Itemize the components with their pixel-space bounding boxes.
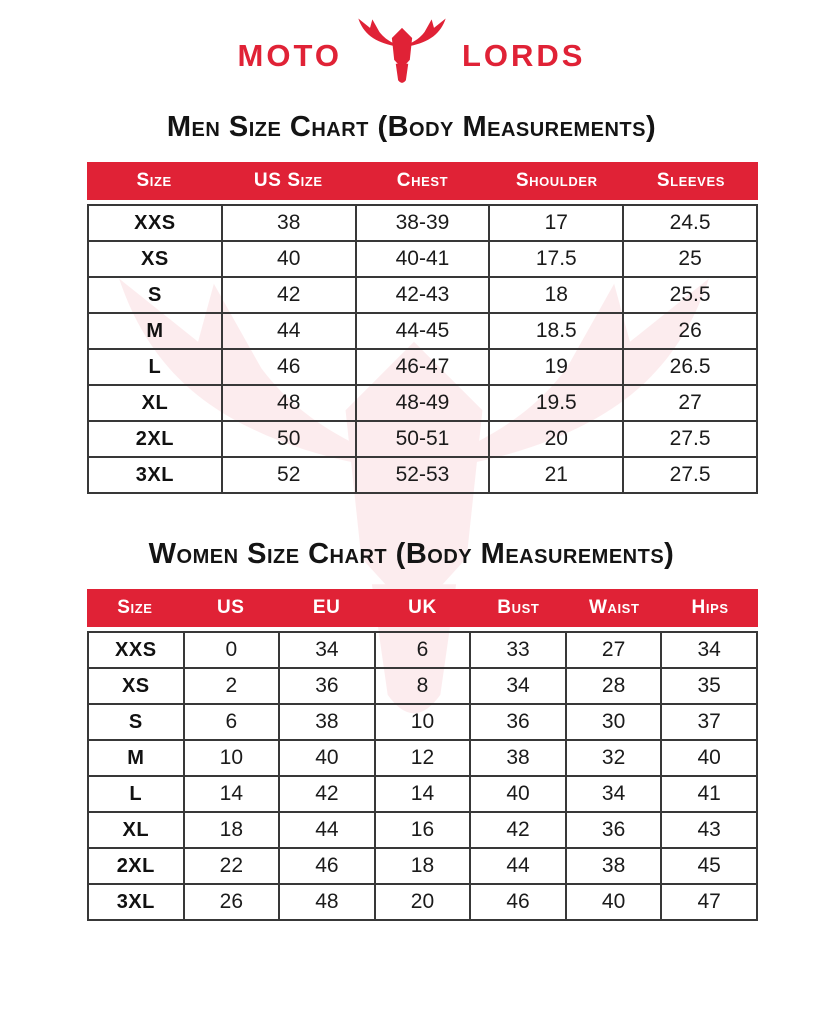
value-cell: 26 — [623, 313, 757, 349]
column-header: Bust — [497, 597, 540, 618]
size-label-cell: 3XL — [88, 457, 222, 493]
value-cell: 0 — [184, 632, 280, 668]
value-cell: 14 — [375, 776, 471, 812]
men-table-header-row — [87, 162, 758, 200]
table-row — [88, 632, 757, 668]
value-cell: 25 — [623, 241, 757, 277]
value-cell: 45 — [661, 848, 757, 884]
value-cell: 19 — [489, 349, 623, 385]
value-cell: 37 — [661, 704, 757, 740]
logo-text-lords: LORDS — [461, 38, 586, 73]
value-cell: 40 — [470, 776, 566, 812]
women-table-body — [87, 631, 758, 921]
value-cell: 26 — [184, 884, 280, 920]
men-size-table — [87, 162, 758, 494]
column-header: UK — [408, 597, 437, 618]
value-cell: 28 — [566, 668, 662, 704]
value-cell: 52 — [222, 457, 356, 493]
value-cell: 32 — [566, 740, 662, 776]
value-cell: 20 — [375, 884, 471, 920]
value-cell: 44 — [279, 812, 375, 848]
value-cell: 16 — [375, 812, 471, 848]
size-label-cell: M — [88, 740, 184, 776]
value-cell: 36 — [566, 812, 662, 848]
value-cell: 27 — [566, 632, 662, 668]
column-header: US — [216, 597, 245, 618]
value-cell: 24.5 — [623, 205, 757, 241]
size-label-cell: XL — [88, 812, 184, 848]
value-cell: 50-51 — [356, 421, 490, 457]
value-cell: 46 — [470, 884, 566, 920]
value-cell: 10 — [375, 704, 471, 740]
value-cell: 44 — [470, 848, 566, 884]
value-cell: 14 — [184, 776, 280, 812]
value-cell: 2 — [184, 668, 280, 704]
size-label-cell: 2XL — [88, 848, 184, 884]
value-cell: 12 — [375, 740, 471, 776]
size-label-cell: L — [88, 349, 222, 385]
table-row — [88, 349, 757, 385]
value-cell: 40-41 — [356, 241, 490, 277]
value-cell: 18 — [375, 848, 471, 884]
column-header: US Size — [253, 170, 323, 191]
table-row — [88, 704, 757, 740]
size-label-cell: S — [88, 277, 222, 313]
table-row — [88, 776, 757, 812]
value-cell: 40 — [279, 740, 375, 776]
table-row — [88, 421, 757, 457]
value-cell: 18 — [184, 812, 280, 848]
value-cell: 42 — [279, 776, 375, 812]
value-cell: 27.5 — [623, 457, 757, 493]
value-cell: 30 — [566, 704, 662, 740]
value-cell: 17 — [489, 205, 623, 241]
table-row — [88, 313, 757, 349]
value-cell: 34 — [470, 668, 566, 704]
value-cell: 41 — [661, 776, 757, 812]
value-cell: 8 — [375, 668, 471, 704]
value-cell: 34 — [279, 632, 375, 668]
size-label-cell: XXS — [88, 632, 184, 668]
value-cell: 48-49 — [356, 385, 490, 421]
value-cell: 46 — [279, 848, 375, 884]
value-cell: 36 — [470, 704, 566, 740]
table-row — [88, 740, 757, 776]
size-label-cell: 3XL — [88, 884, 184, 920]
value-cell: 38 — [222, 205, 356, 241]
column-header: Waist — [588, 597, 640, 618]
value-cell: 21 — [489, 457, 623, 493]
value-cell: 25.5 — [623, 277, 757, 313]
value-cell: 40 — [661, 740, 757, 776]
size-label-cell: XS — [88, 668, 184, 704]
value-cell: 36 — [279, 668, 375, 704]
brand-logo — [0, 0, 823, 95]
size-label-cell: XXS — [88, 205, 222, 241]
size-label-cell: 2XL — [88, 421, 222, 457]
table-row — [88, 205, 757, 241]
value-cell: 22 — [184, 848, 280, 884]
value-cell: 42-43 — [356, 277, 490, 313]
value-cell: 38 — [470, 740, 566, 776]
value-cell: 40 — [566, 884, 662, 920]
value-cell: 27 — [623, 385, 757, 421]
bull-logo-icon — [355, 17, 449, 95]
men-table-body — [87, 204, 758, 494]
value-cell: 18 — [489, 277, 623, 313]
value-cell: 20 — [489, 421, 623, 457]
women-size-table — [87, 589, 758, 921]
value-cell: 34 — [661, 632, 757, 668]
value-cell: 46 — [222, 349, 356, 385]
column-header: Shoulder — [515, 170, 598, 191]
value-cell: 50 — [222, 421, 356, 457]
size-label-cell: XS — [88, 241, 222, 277]
value-cell: 44-45 — [356, 313, 490, 349]
value-cell: 46-47 — [356, 349, 490, 385]
men-chart-title: Men Size Chart (Body Measurements) — [166, 111, 657, 143]
column-header: EU — [312, 597, 341, 618]
value-cell: 10 — [184, 740, 280, 776]
table-row — [88, 884, 757, 920]
value-cell: 42 — [222, 277, 356, 313]
table-row — [88, 241, 757, 277]
column-header: Hips — [691, 597, 729, 618]
value-cell: 26.5 — [623, 349, 757, 385]
value-cell: 42 — [470, 812, 566, 848]
value-cell: 38 — [279, 704, 375, 740]
value-cell: 19.5 — [489, 385, 623, 421]
table-row — [88, 277, 757, 313]
women-chart-title: Women Size Chart (Body Measurements) — [148, 538, 675, 570]
size-label-cell: S — [88, 704, 184, 740]
table-row — [88, 385, 757, 421]
table-row — [88, 457, 757, 493]
value-cell: 48 — [222, 385, 356, 421]
column-header: Sleeves — [656, 170, 725, 191]
value-cell: 38 — [566, 848, 662, 884]
value-cell: 43 — [661, 812, 757, 848]
size-label-cell: L — [88, 776, 184, 812]
value-cell: 35 — [661, 668, 757, 704]
value-cell: 40 — [222, 241, 356, 277]
column-header: Chest — [396, 170, 449, 191]
value-cell: 44 — [222, 313, 356, 349]
table-row — [88, 848, 757, 884]
size-label-cell: M — [88, 313, 222, 349]
value-cell: 27.5 — [623, 421, 757, 457]
size-label-cell: XL — [88, 385, 222, 421]
value-cell: 17.5 — [489, 241, 623, 277]
value-cell: 6 — [375, 632, 471, 668]
value-cell: 18.5 — [489, 313, 623, 349]
value-cell: 47 — [661, 884, 757, 920]
value-cell: 48 — [279, 884, 375, 920]
table-row — [88, 812, 757, 848]
table-row — [88, 668, 757, 704]
value-cell: 52-53 — [356, 457, 490, 493]
value-cell: 33 — [470, 632, 566, 668]
value-cell: 34 — [566, 776, 662, 812]
women-table-header-row — [87, 589, 758, 627]
value-cell: 38-39 — [356, 205, 490, 241]
column-header: Size — [117, 597, 153, 618]
logo-text-moto: MOTO — [237, 38, 342, 73]
column-header: Size — [136, 170, 172, 191]
value-cell: 6 — [184, 704, 280, 740]
